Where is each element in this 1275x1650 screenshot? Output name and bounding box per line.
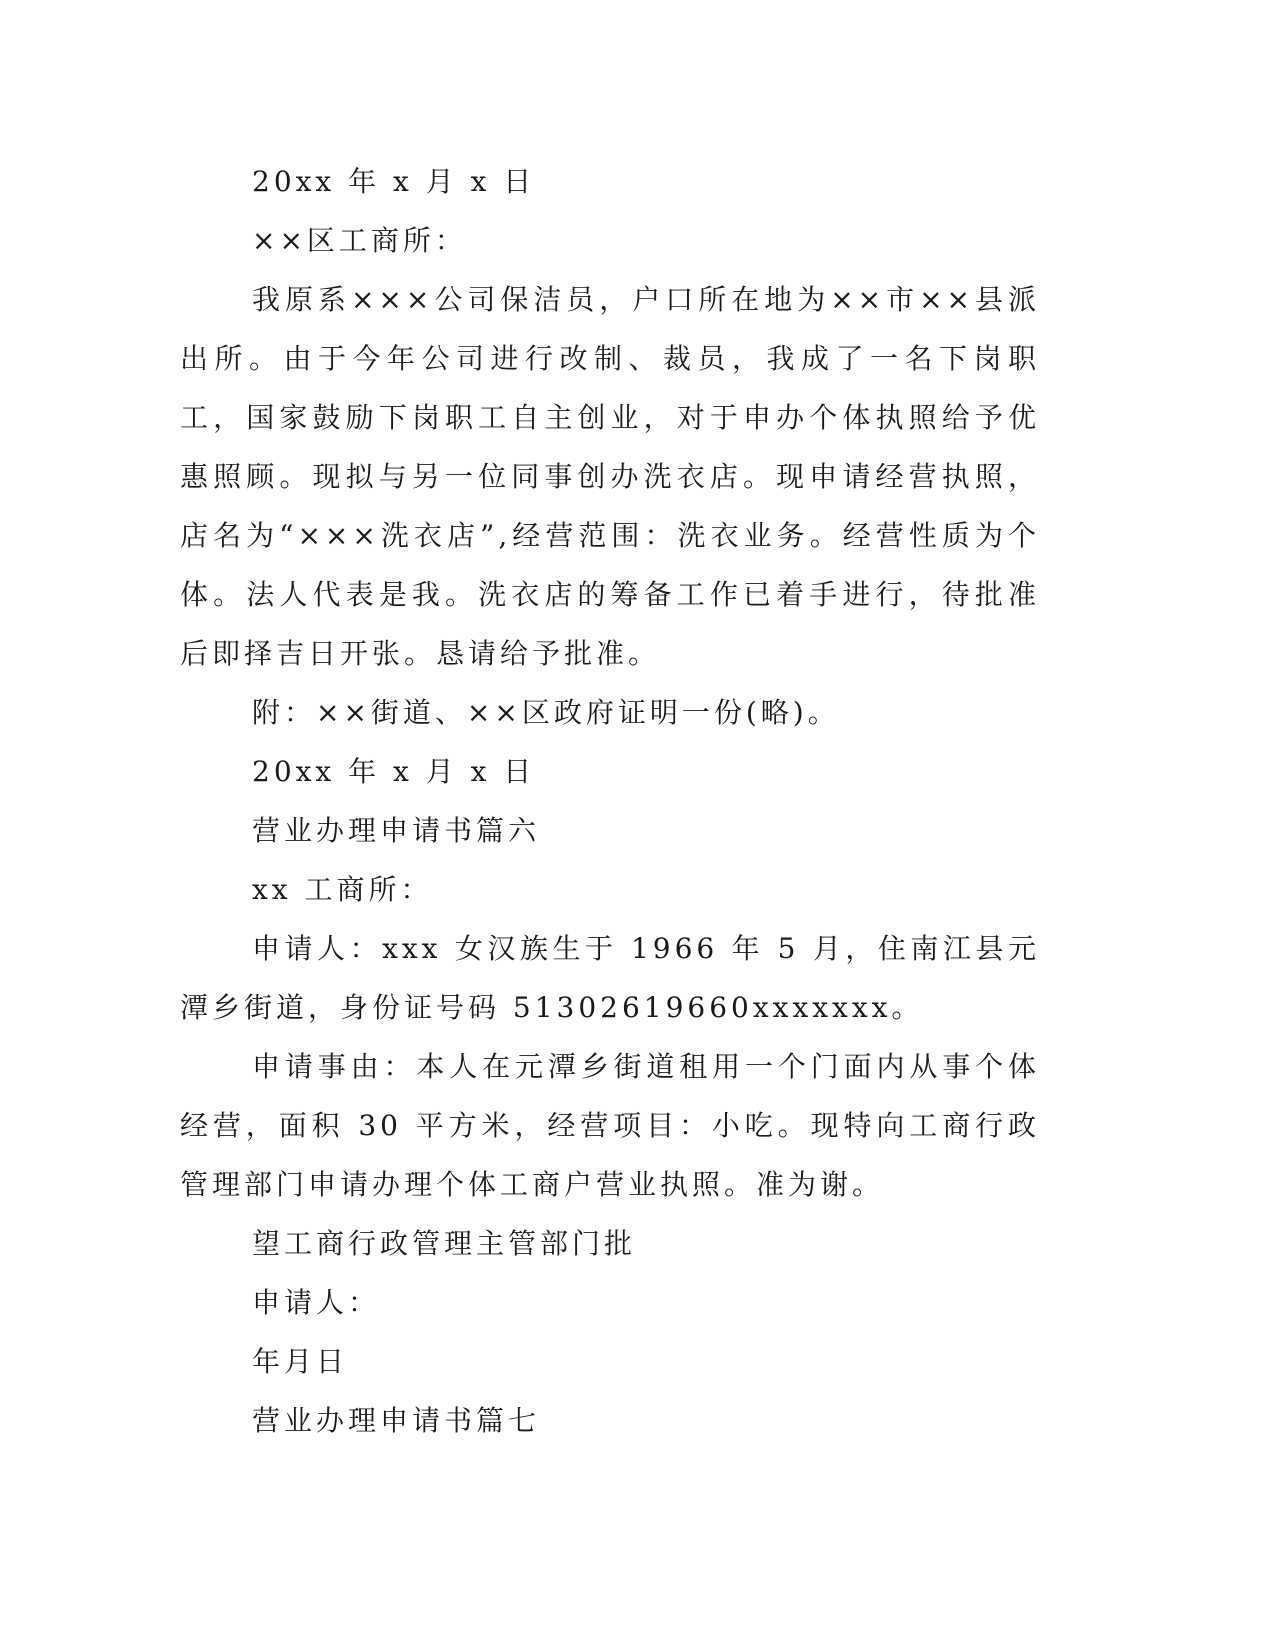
section-heading: 营业办理申请书篇七 <box>252 1404 541 1437</box>
document-body <box>180 152 1040 1450</box>
body-paragraph: 我原系×××公司保洁员，户口所在地为××市××县派出所。由于今年公司进行改制、裁员，我成了一名下岗职工，国家鼓励下岗职工自主创业，对于申办个体执照给予优惠照顾。现拟与另一位同事创办洗衣店。现申请经营执照，店名为“×××洗衣店”,经营范围：洗衣业务。经营性质为个体。法人代表是我。洗衣店的筹备工作已着手进行，待批准后即择吉日开张。恳请给予批准。 <box>180 283 1040 670</box>
attachment-note: 附：××街道、××区政府证明一份(略)。 <box>252 696 840 729</box>
date-placeholder-line: 年月日 <box>252 1345 349 1378</box>
applicant-info-paragraph: 申请人：xxx 女汉族生于 1966 年 5 月，住南江县元潭乡街道，身份证号码 51302619660xxxxxxx。 <box>180 932 1040 1024</box>
section-heading: 营业办理申请书篇六 <box>252 814 541 847</box>
application-reason-paragraph: 申请事由：本人在元潭乡街道租用一个门面内从事个体经营，面积 30 平方米，经营项目：小吃。现特向工商行政管理部门申请办理个体工商户营业执照。准为谢。 <box>180 1050 1040 1201</box>
closing-line: 望工商行政管理主管部门批 <box>252 1227 637 1260</box>
recipient-line: ××区工商所： <box>252 224 467 257</box>
recipient-line: xx 工商所： <box>252 873 433 906</box>
date-line: 20xx 年 x 月 x 日 <box>252 755 536 788</box>
date-line: 20xx 年 x 月 x 日 <box>252 165 536 198</box>
signature-line: 申请人： <box>252 1286 381 1319</box>
